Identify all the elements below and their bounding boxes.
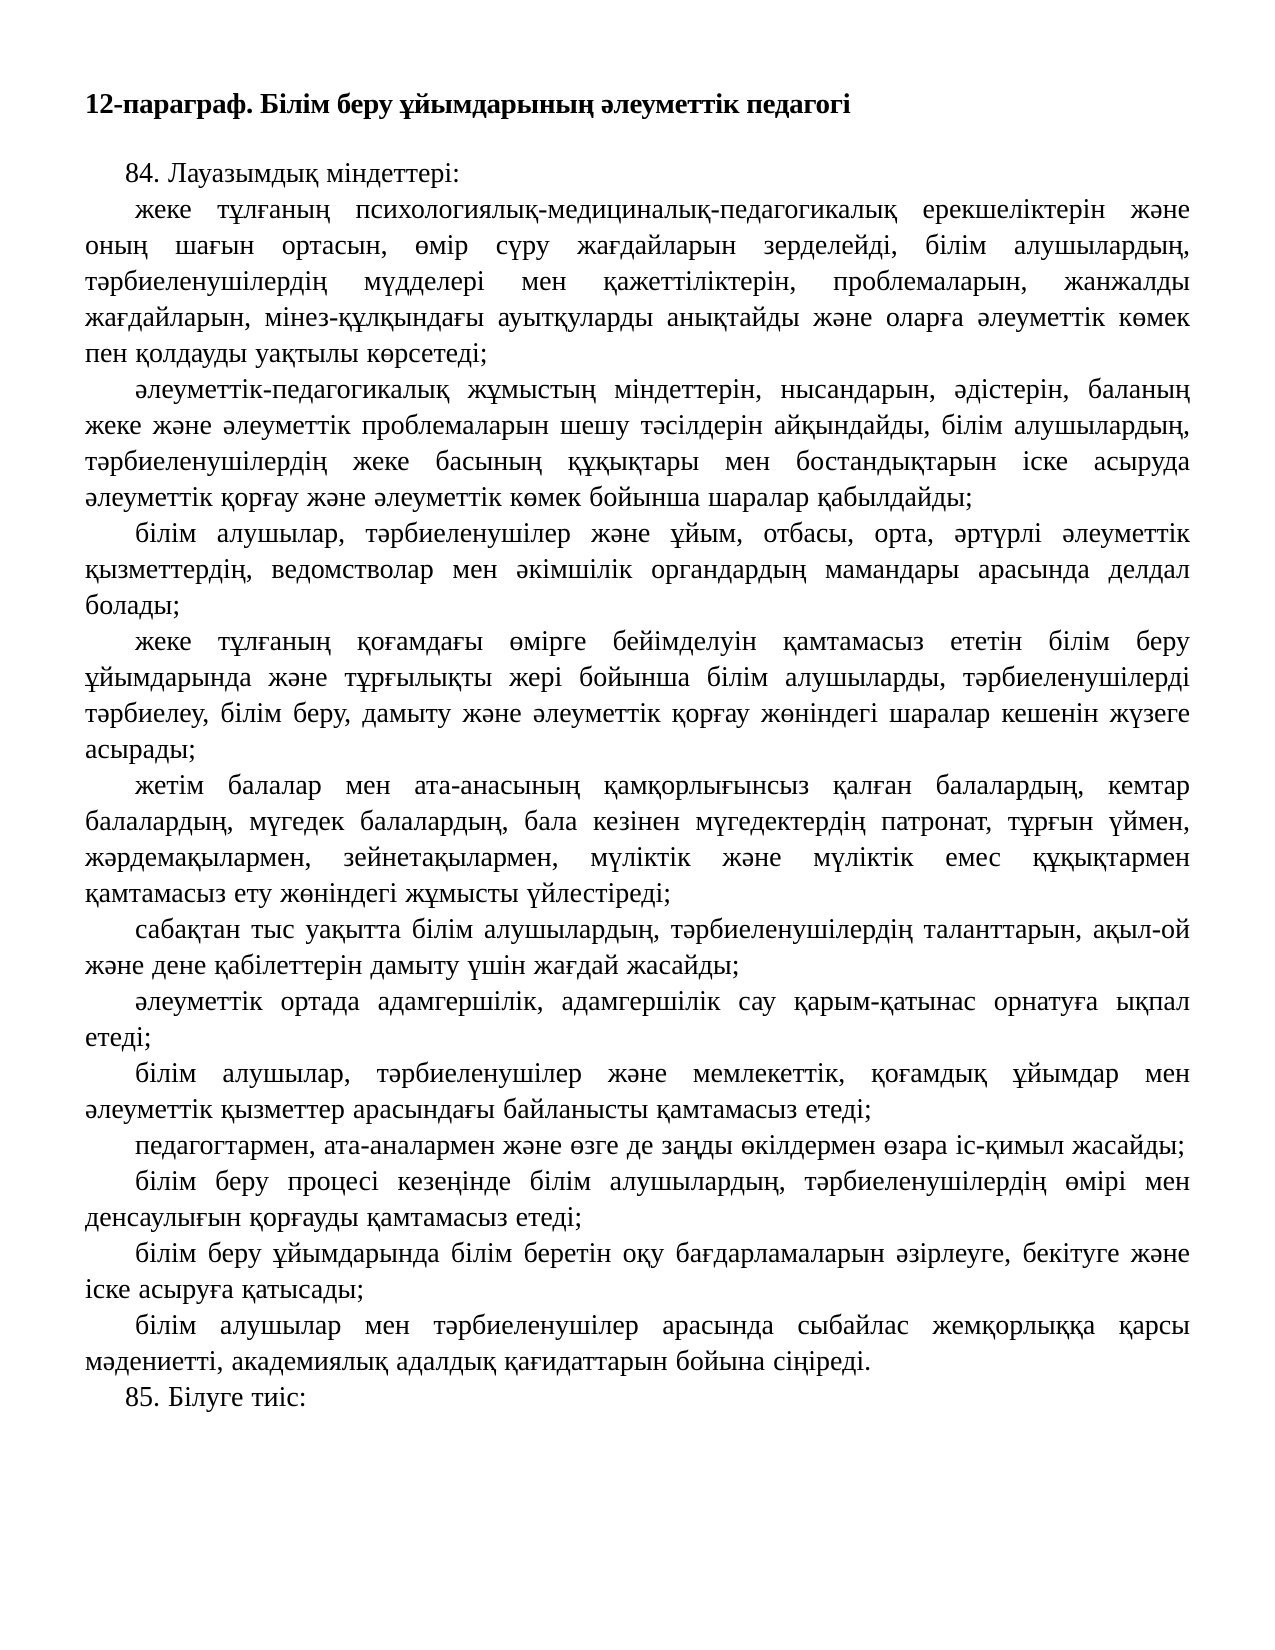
- paragraph: білім беру ұйымдарында білім беретін оқу бағдарламаларын әзірлеуге, бекітуге және іске асыруға қатысады;: [85, 1238, 1190, 1305]
- paragraph: педагогтармен, ата-аналармен және өзге де заңды өкілдермен өзара іс-қимыл жасайды;: [135, 1130, 1185, 1161]
- paragraph-duties-header: 84. Лауазымдық міндеттері:: [125, 158, 460, 189]
- section-heading: 12-параграф. Білім беру ұйымдарының әлеуметтік педагогі: [85, 88, 851, 120]
- paragraph-know-header: 85. Білуге тиіс:: [125, 1382, 307, 1413]
- paragraph: сабақтан тыс уақытта білім алушылардың, тәрбиеленушілердің таланттарын, ақыл-ой және дене қабілеттерін дамыту үшін жағдай жасайды;: [85, 914, 1190, 981]
- paragraph: әлеуметтік-педагогикалық жұмыстың міндеттерін, нысандарын, әдістерін, баланың жеке және әлеуметтік проблемаларын шешу тәсілдерін айқындайды, білім алушылардың, тәрбиеленушілердің жеке басының құқықтары мен бостандықтарын іске асыруда әлеуметтік қорғау және әлеуметтік көмек бойынша шаралар қабылдайды;: [85, 374, 1190, 513]
- paragraph: жеке тұлғаның психологиялық-медициналық-педагогикалық ерекшеліктерін және оның шағын ортасын, өмір сүру жағдайларын зерделейді, білім алушылардың, тәрбиеленушілердің мүдделері мен қажеттіліктерін, проблемаларын, жанжалды жағдайларын, мінез-құлқындағы ауытқуларды анықтайды және оларға әлеуметтік көмек пен қолдауды уақтылы көрсетеді;: [85, 194, 1190, 369]
- paragraph: білім беру процесі кезеңінде білім алушылардың, тәрбиеленушілердің өмірі мен денсаулығын қорғауды қамтамасыз етеді;: [85, 1166, 1190, 1233]
- paragraph: білім алушылар мен тәрбиеленушілер арасында сыбайлас жемқорлыққа қарсы мәдениетті, академиялық адалдық қағидаттарын бойына сіңіреді.: [85, 1310, 1190, 1377]
- paragraph: білім алушылар, тәрбиеленушілер және мемлекеттік, қоғамдық ұйымдар мен әлеуметтік қызметтер арасындағы байланысты қамтамасыз етеді;: [85, 1058, 1190, 1125]
- paragraph: жетім балалар мен ата-анасының қамқорлығынсыз қалған балалардың, кемтар балалардың, мүгедек балалардың, бала кезінен мүгедектердің патронат, тұрғын үймен, жәрдемақылармен, зейнетақылармен, мүліктік және мүліктік емес құқықтармен қамтамасыз ету жөніндегі жұмысты үйлестіреді;: [85, 770, 1190, 909]
- paragraph: жеке тұлғаның қоғамдағы өмірге бейімделуін қамтамасыз ететін білім беру ұйымдарында және тұрғылықты жері бойынша білім алушыларды, тәрбиеленушілерді тәрбиелеу, білім беру, дамыту және әлеуметтік қорғау жөніндегі шаралар кешенін жүзеге асырады;: [85, 626, 1190, 765]
- paragraph: білім алушылар, тәрбиеленушілер және ұйым, отбасы, орта, әртүрлі әлеуметтік қызметтердің, ведомстволар мен әкімшілік органдардың мамандары арасында делдал болады;: [85, 518, 1190, 621]
- paragraph: әлеуметтік ортада адамгершілік, адамгершілік сау қарым-қатынас орнатуға ықпал етеді;: [85, 986, 1190, 1053]
